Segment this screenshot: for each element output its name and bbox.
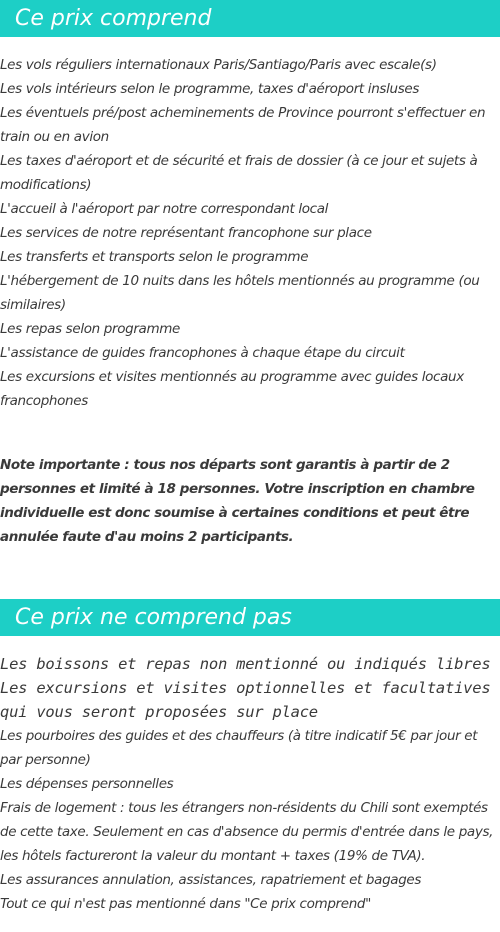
includes-heading: Ce prix comprend	[0, 0, 500, 37]
list-item: L'accueil à l'aéroport par notre correspondant local	[0, 201, 329, 217]
list-item: L'assistance de guides francophones à chaque étape du circuit	[0, 345, 405, 361]
includes-list	[0, 53, 500, 413]
list-item: Les éventuels pré/post acheminements de Province pourront s'effectuer en train ou en avion	[0, 105, 486, 145]
list-item: Les taxes d'aéroport et de sécurité et frais de dossier (à ce jour et sujets à modifications)	[0, 153, 478, 193]
list-item: Les transferts et transports selon le programme	[0, 249, 309, 265]
list-item: Les vols réguliers internationaux Paris/Santiago/Paris avec escale(s)	[0, 57, 437, 73]
list-item: Les dépenses personnelles	[0, 776, 174, 792]
list-item: Tout ce qui n'est pas mentionné dans "Ce prix comprend"	[0, 896, 371, 912]
list-item: Les services de notre représentant francophone sur place	[0, 225, 372, 241]
list-item: Les excursions et visites mentionnés au programme avec guides locaux francophones	[0, 369, 464, 409]
list-item: Les repas selon programme	[0, 321, 180, 337]
list-item: Les pourboires des guides et des chauffeurs (à titre indicatif 5€ par jour et par personne)	[0, 728, 478, 768]
list-item: L'hébergement de 10 nuits dans les hôtels mentionnés au programme (ou similaires)	[0, 273, 480, 313]
important-note: Note importante : tous nos départs sont garantis à partir de 2 personnes et limité à 18 personnes. Votre inscription en chambre individuelle est donc soumise à certaines conditions et peut être annulée faute d'au moins 2 participants.	[0, 457, 475, 545]
list-item: Les assurances annulation, assistances, rapatriement et bagages	[0, 872, 422, 888]
list-item: Les boissons et repas non mentionné ou indiqués libres	[0, 655, 491, 673]
excludes-list	[0, 652, 500, 916]
excludes-heading: Ce prix ne comprend pas	[0, 599, 500, 636]
list-item: Les excursions et visites optionnelles et facultatives qui vous seront proposées sur place	[0, 679, 491, 721]
list-item: Frais de logement : tous les étrangers non-résidents du Chili sont exemptés de cette taxe. Seulement en cas d'absence du permis d'entrée dans le pays, les hôtels factureront la valeur du montant + taxes (19% de TVA).	[0, 800, 494, 864]
list-item: Les vols intérieurs selon le programme, taxes d'aéroport insluses	[0, 81, 420, 97]
